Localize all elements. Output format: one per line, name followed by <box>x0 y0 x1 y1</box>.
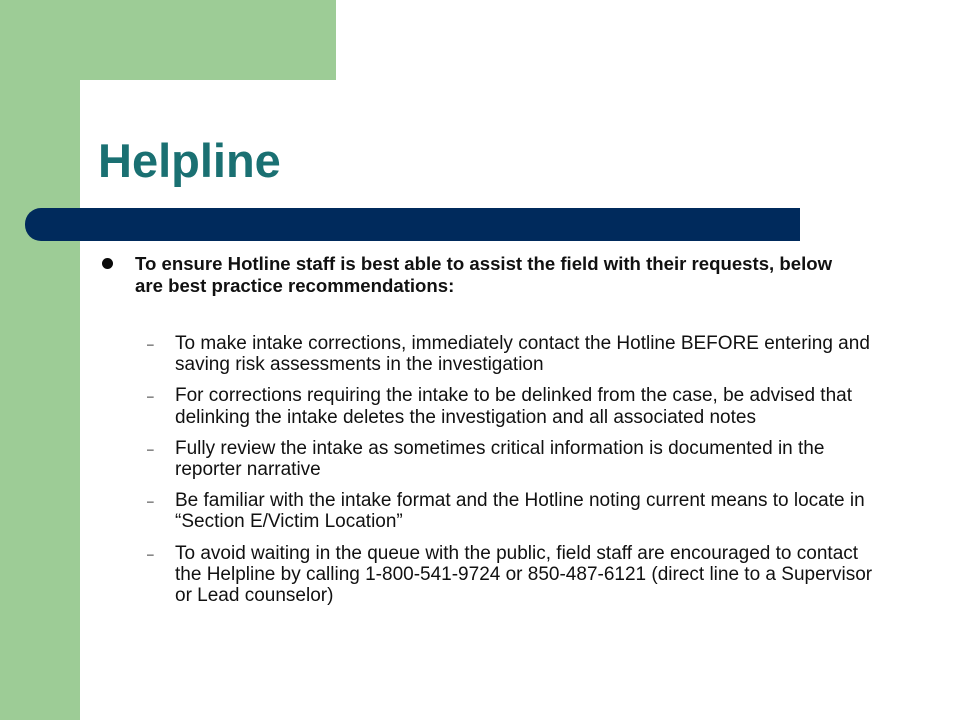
slide-title: Helpline <box>98 134 281 187</box>
dash-icon: – <box>147 389 154 404</box>
sub-bullet-text: For corrections requiring the intake to be delinked from the case, be advised that delinking the intake deletes the investigation and all associated notes <box>175 385 852 428</box>
dash-icon: – <box>147 441 154 456</box>
sub-bullet-text: Fully review the intake as sometimes critical information is documented in the reporter narrative <box>175 437 825 481</box>
title-underline-bar <box>25 208 800 241</box>
sub-bullet-item <box>147 543 877 607</box>
dash-icon: – <box>147 337 154 351</box>
sub-bullet-text: Be familiar with the intake format and the Hotline noting current means to locate in “Section E/Victim Location” <box>175 490 865 533</box>
decorative-green-header-block <box>80 0 336 80</box>
sub-bullet-list <box>147 333 877 616</box>
sub-bullet-item <box>147 438 877 480</box>
sub-bullet-text: To make intake corrections, immediately contact the Hotline BEFORE entering and saving risk assessments in the investigation <box>175 333 870 376</box>
main-bullet-text: To ensure Hotline staff is best able to assist the field with their requests, below are best practice recommendations: <box>135 253 833 296</box>
bullet-dot-icon <box>102 258 113 269</box>
decorative-green-sidebar <box>0 0 80 720</box>
dash-icon: – <box>147 494 154 509</box>
sub-bullet-text: To avoid waiting in the queue with the public, field staff are encouraged to contact the Helpline by calling 1-800-541-9724 or 850-487-6121 (direct line to a Supervisor or Lead counselor) <box>175 542 873 607</box>
sub-bullet-item <box>147 385 877 427</box>
sub-bullet-item <box>147 490 877 532</box>
dash-icon: – <box>147 546 154 561</box>
sub-bullet-item <box>147 333 877 375</box>
